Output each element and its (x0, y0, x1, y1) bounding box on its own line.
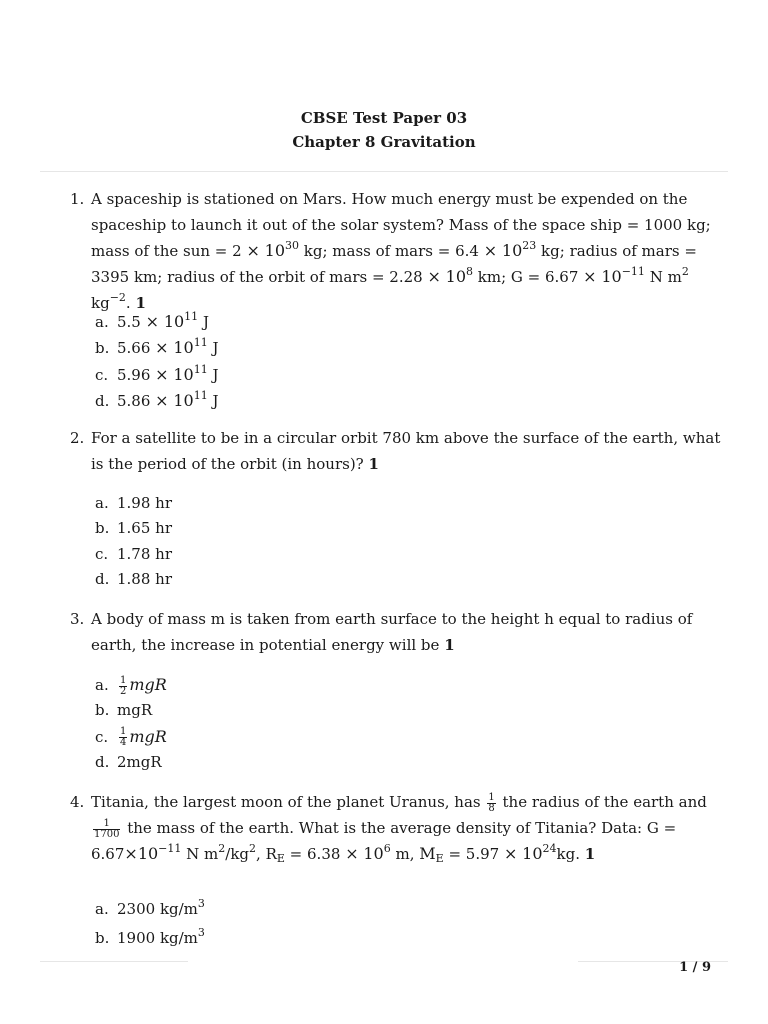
option-b (95, 335, 219, 361)
question-number: 2. (70, 429, 85, 447)
question-text (91, 606, 730, 658)
times-sign: × (246, 241, 260, 260)
question-3-options (95, 672, 167, 775)
question-4 (70, 789, 730, 867)
text-segment: the mass of the earth. What is the average density of Titania? Data: G = 6.67 (91, 819, 677, 863)
math-base: 10 (163, 312, 185, 331)
question-2-options (95, 491, 172, 592)
option-value: 1.88 hr (117, 569, 172, 588)
exponent: 3 (197, 897, 205, 910)
option-label: d. (95, 391, 110, 410)
exponent: 24 (542, 842, 557, 855)
times-sign: × (155, 390, 169, 410)
option-a (95, 895, 205, 924)
text-segment: = 6.38 (284, 845, 346, 863)
option-label: c. (95, 544, 109, 563)
option-label: a. (95, 676, 109, 694)
math-expression: mgR (129, 726, 167, 746)
option-a (95, 309, 219, 335)
option-a (95, 672, 167, 698)
question-text (91, 186, 730, 316)
question-3 (70, 606, 730, 658)
denominator: 4 (120, 737, 127, 749)
exponent: 11 (193, 336, 208, 350)
question-text (91, 789, 730, 867)
math-symbol: M (419, 844, 436, 863)
numerator: 1 (120, 726, 127, 738)
option-label: d. (95, 752, 110, 771)
times-sign: × (124, 844, 138, 863)
subscript: E (435, 852, 444, 865)
option-d (95, 750, 167, 775)
denominator: 1700 (94, 828, 120, 840)
math-base: 10 (601, 267, 622, 286)
option-d (95, 567, 172, 592)
question-number: 3. (70, 610, 85, 628)
math-base: 10 (264, 241, 285, 260)
math-base: 10 (522, 844, 543, 863)
option-b (95, 924, 205, 953)
option-unit: J (198, 313, 209, 331)
option-unit: J (207, 339, 219, 358)
times-sign: × (427, 267, 441, 286)
option-unit: J (207, 391, 219, 410)
text-segment: /kg (225, 845, 250, 863)
times-sign: × (345, 844, 359, 863)
text-segment: kg (91, 294, 110, 312)
question-marks: 1 (135, 294, 146, 312)
question-number: 4. (70, 793, 85, 811)
exponent: 30 (285, 239, 299, 252)
page-number: 1 / 9 (679, 960, 711, 975)
option-b (95, 698, 167, 723)
text-segment: . (125, 294, 136, 312)
option-value: 2mgR (117, 752, 162, 771)
option-b (95, 516, 172, 541)
exponent: 2 (249, 842, 257, 855)
text-segment: A body of mass m is taken from earth surface to the height h equal to radius of earth, the increase in potential energy will be (91, 610, 693, 654)
text-segment: km; G = 6.67 (473, 268, 584, 286)
option-label: b. (95, 339, 110, 358)
exponent: 11 (184, 310, 199, 323)
option-value: 1900 kg/m (117, 929, 198, 947)
math-base: 10 (173, 338, 194, 358)
question-marks: 1 (444, 636, 455, 654)
exponent: 23 (522, 239, 537, 252)
option-label: d. (95, 569, 110, 588)
question-number: 1. (70, 190, 85, 208)
fraction (119, 676, 127, 697)
header-divider (40, 171, 728, 172)
text-segment: kg. (556, 845, 585, 863)
question-2 (70, 425, 730, 477)
option-value: 1.65 hr (117, 519, 172, 538)
exponent: −2 (109, 291, 126, 304)
exponent: 2 (218, 842, 226, 855)
question-4-options (95, 895, 205, 953)
text-segment: the radius of the earth and (497, 793, 707, 811)
text-segment: = 5.97 (443, 845, 504, 863)
option-label: a. (95, 313, 109, 331)
option-label: a. (95, 900, 109, 918)
text-segment: N m (181, 845, 219, 863)
subscript: E (276, 852, 285, 865)
exponent: 11 (193, 388, 208, 402)
exponent: 3 (197, 926, 205, 939)
chapter-title: Chapter 8 Gravitation (292, 133, 476, 151)
math-base: 10 (501, 241, 523, 260)
question-1-options (95, 309, 219, 414)
math-expression: mgR (129, 675, 167, 694)
option-label: b. (95, 519, 110, 538)
times-sign: × (155, 338, 169, 358)
option-value: mgR (117, 701, 153, 720)
numerator: 1 (103, 817, 110, 829)
math-base: 10 (363, 844, 384, 863)
option-label: b. (95, 929, 110, 947)
times-sign: × (583, 267, 597, 286)
footer-divider-left (40, 961, 188, 962)
option-value: 5.5 (117, 313, 146, 331)
text-segment: m, (390, 845, 420, 863)
option-a (95, 491, 172, 516)
paper-title: CBSE Test Paper 03 (300, 109, 468, 127)
math-base: 10 (137, 844, 159, 863)
option-c (95, 362, 219, 388)
option-value: 2300 kg/m (117, 900, 198, 918)
option-label: a. (95, 494, 109, 512)
text-segment: kg; radius of mars = 3395 km; radius of the orbit of mars = 2.28 (91, 242, 697, 286)
fraction (487, 793, 495, 814)
math-base: 10 (173, 390, 194, 410)
text-segment: , R (256, 845, 277, 863)
option-label: c. (95, 365, 109, 384)
option-c (95, 724, 167, 750)
exponent: 11 (193, 362, 208, 376)
option-value: 5.66 (117, 339, 156, 358)
option-unit: J (207, 365, 219, 384)
question-text (91, 425, 730, 477)
text-segment: Titania, the largest moon of the planet Uranus, has (91, 793, 486, 811)
exponent: −11 (621, 265, 645, 278)
text-segment: kg; mass of mars = 6.4 (299, 242, 484, 260)
option-value: 5.86 (117, 391, 156, 410)
denominator: 2 (120, 685, 127, 697)
question-marks: 1 (584, 845, 596, 863)
text-segment: N m (644, 268, 682, 286)
option-label: b. (95, 701, 110, 720)
exponent: 8 (466, 265, 473, 278)
exponent: 6 (383, 842, 391, 855)
times-sign: × (155, 364, 169, 384)
fraction (119, 727, 127, 748)
text-segment: A spaceship is stationed on Mars. How much energy must be expended on the spaceship to launch it out of the solar system? Mass of the space ship = 1000 kg; mass of the sun = 2 (91, 190, 711, 260)
text-segment: For a satellite to be in a circular orbit 780 km above the surface of the earth, what is the period of the orbit (in hours)? (91, 429, 721, 473)
option-value: 1.98 hr (117, 494, 172, 512)
exponent: 2 (681, 265, 689, 278)
question-marks: 1 (368, 455, 379, 473)
numerator: 1 (488, 791, 495, 803)
paper-header (0, 106, 768, 154)
option-d (95, 388, 219, 414)
option-c (95, 542, 172, 567)
question-1 (70, 186, 730, 316)
option-label: c. (95, 727, 109, 746)
numerator: 1 (120, 674, 127, 686)
exponent: −11 (158, 842, 182, 855)
denominator: 8 (488, 802, 495, 814)
fraction (93, 819, 120, 840)
math-base: 10 (445, 267, 466, 286)
option-value: 1.78 hr (117, 544, 172, 563)
times-sign: × (483, 241, 498, 260)
math-base: 10 (173, 364, 194, 384)
times-sign: × (503, 844, 518, 863)
times-sign: × (145, 312, 160, 331)
option-value: 5.96 (117, 365, 156, 384)
